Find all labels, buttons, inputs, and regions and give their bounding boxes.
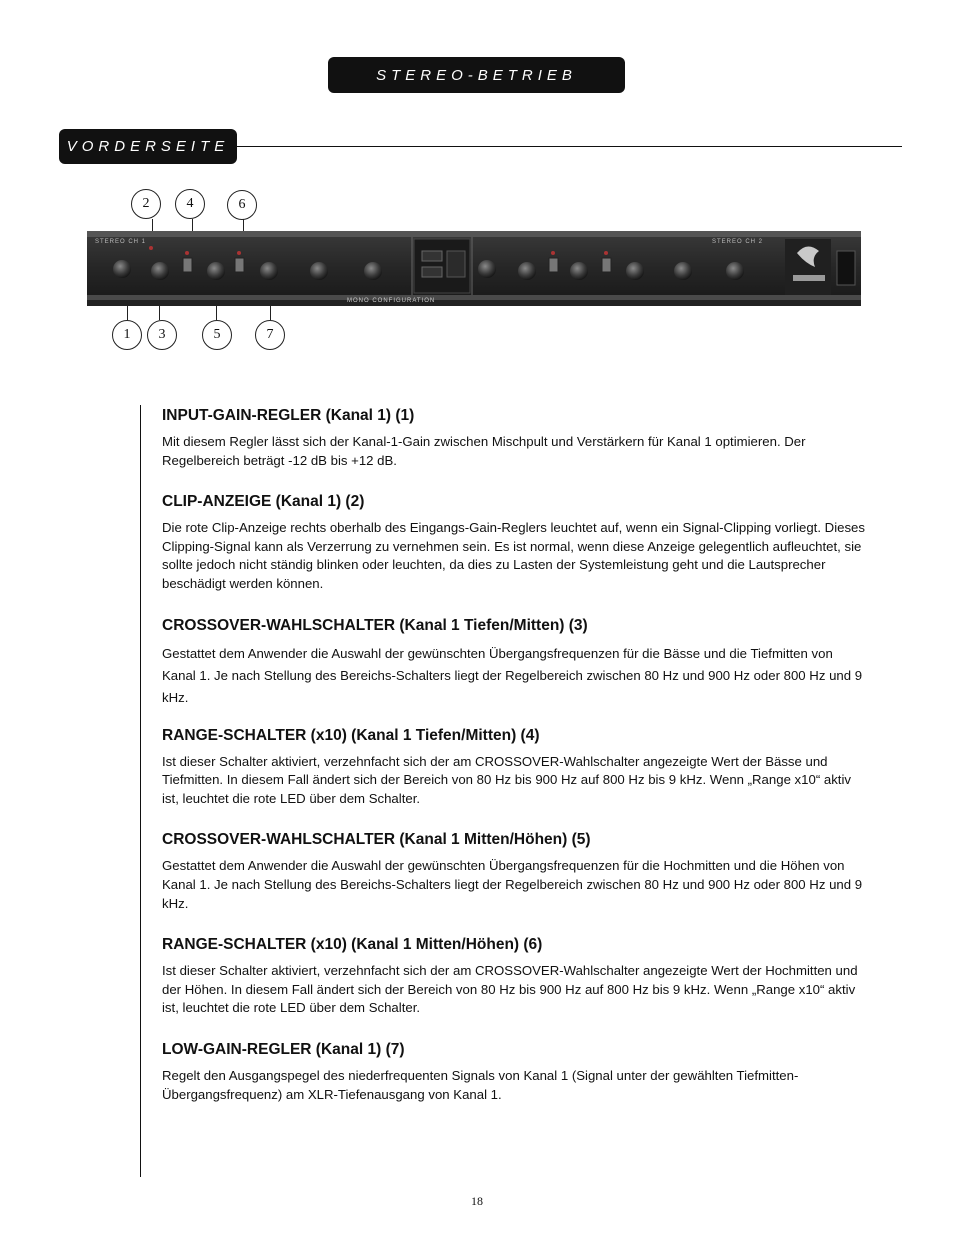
item-text: Mit diesem Regler lässt sich der Kanal-1-Gain zwischen Mischpult und Verstärkern für Kanal 1 optimieren. Der Regelbereich beträgt -12 dB bis +12 dB. [162,434,806,468]
item-title: INPUT-GAIN-REGLER (Kanal 1) (1) [162,407,415,424]
item-title: CLIP-ANZEIGE (Kanal 1) (2) [162,493,365,511]
item-title: CROSSOVER-WAHLSCHALTER (Kanal 1 Tiefen/Mitten) (3) [162,616,588,634]
page-number: 18 [471,1194,483,1208]
item-clip-indicator [162,491,865,593]
knob-ch2-6 [726,262,744,280]
knob-ch2-2 [518,262,536,280]
page-header-banner [328,57,625,93]
knob-ch2-1 [478,260,496,278]
knob-crossover-mid-high [207,262,225,280]
knob-crossover-low-mid [151,262,169,280]
knob-low-gain-ch1 [260,262,278,280]
callout-4: 4 [175,189,205,219]
item-text: Ist dieser Schalter aktiviert, verzehnfacht sich der am CROSSOVER-Wahlschalter angezeigte Wert der Bässe und Tiefmitten. In diesem Fall ändert sich der Bereich von 80 Hz bis 900 Hz auf 800 Hz bis 9 kHz. Wenn „Range x10“ aktiv ist, leuchtet die rote LED über dem Schalter. [162,753,851,806]
knob-ch1-5 [310,262,328,280]
item-text: Gestattet dem Anwender die Auswahl der gewünschten Übergangsfrequenzen für die Hochmitten und die Höhen von Kanal 1. Je nach Stellung des Bereichs-Schalters liegt der Regelbereich zwischen 80 Hz und 900 Hz oder 800 Hz und 9 kHz. [162,858,863,911]
callout-3: 3 [147,320,177,350]
section-banner [59,129,237,164]
item-crossover-low-mid [162,615,865,709]
content-left-rule [140,405,141,1177]
item-text: Die rote Clip-Anzeige rechts oberhalb des Eingangs-Gain-Reglers leuchtet auf, wenn ein Signal-Clipping vorliegt. Dieses Clipping-Signal kann als Verzerrung zu vernehmen sein. Es ist normal, wenn diese Anzeige gelegentlich aufleuchtet, sie sollte jedoch nicht ständig blinken oder leuchten, da dies zu Lasten der Systemleistung geht und die Lautsprecher beschädigt werden können. [162,520,865,591]
front-panel-image [87,231,861,306]
item-title: RANGE-SCHALTER (x10) (Kanal 1 Mitten/Höhen) (6) [162,936,543,954]
callout-1: 1 [112,320,142,350]
knob-input-gain-ch1 [113,260,131,278]
page-header-title: STEREO-BETRIEB [376,66,577,84]
callout-2: 2 [131,189,161,219]
item-title: CROSSOVER-WAHLSCHALTER (Kanal 1 Mitten/Höhen) (5) [162,831,591,849]
description-list [162,405,865,1104]
knob-ch2-5 [674,262,692,280]
item-title: RANGE-SCHALTER (x10) (Kanal 1 Tiefen/Mitten) (4) [162,726,540,744]
knob-ch1-6 [364,262,382,280]
item-low-gain [162,1039,865,1104]
callout-5: 5 [202,320,232,350]
led-range-low-mid [185,251,189,255]
callout-6: 6 [227,190,257,220]
callout-7: 7 [255,320,285,350]
section-divider [237,146,902,147]
power-switch [837,251,855,285]
led-range-mid-high [237,251,241,255]
item-text: Gestattet dem Anwender die Auswahl der gewünschten Übergangsfrequenzen für die Bässe und die Tiefmitten von Kanal 1. Je nach Stellung des Bereichs-Schalters liegt der Regelbereich zwischen 80 Hz und 900 Hz oder 800 Hz und 9 kHz. [162,645,863,705]
section-title: VORDERSEITE [66,138,230,155]
item-title: LOW-GAIN-REGLER (Kanal 1) (7) [162,1040,405,1058]
item-range-mid-high [162,934,865,1018]
panel-label-mono: MONO CONFIGURATION [347,298,436,304]
item-text: Ist dieser Schalter aktiviert, verzehnfacht sich der am CROSSOVER-Wahlschalter angezeigte Wert der Hochmitten und der Höhen. In diesem Fall ändert sich der Bereich von 80 Hz bis 900 Hz auf 800 Hz bis 9 kHz. Wenn „Range x10“ aktiv ist, leuchtet die rote LED über dem Schalter. [162,963,858,1016]
panel-label-ch1: STEREO CH 1 [95,239,147,245]
knob-ch2-3 [570,262,588,280]
item-crossover-mid-high [162,829,865,913]
range-switch-mid-high [235,258,244,272]
panel-label-ch2: STEREO CH 2 [712,239,764,245]
item-range-low-mid [162,725,865,809]
item-text: Regelt den Ausgangspegel des niederfrequenten Signals von Kanal 1 (Signal unter der gewählten Tiefmitten-Übergangsfrequenz) am XLR-Tiefenausgang von Kanal 1. [162,1067,799,1102]
range-switch-low-mid [183,258,192,272]
led-clip-ch1 [149,246,153,250]
item-input-gain [162,405,865,470]
knob-ch2-4 [626,262,644,280]
